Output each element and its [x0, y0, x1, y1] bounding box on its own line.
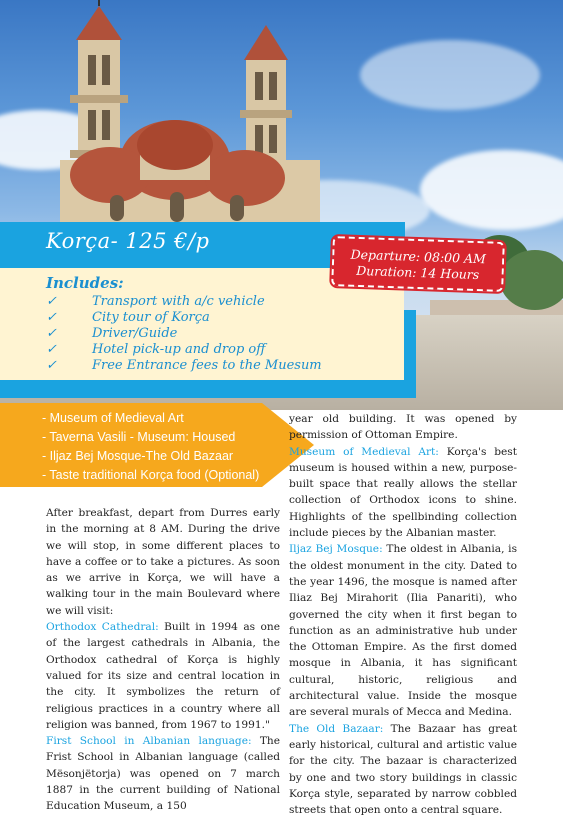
- cathedral-paragraph: Orthodox Cathedral: Built in 1994 as one of the largest cathedrals in Albania, the Orthodox cathedral of Korça is highly valued for its size and central location in the city. It symbolizes the return of religious practices in a country where all religion was banned, from 1967 to 1991.": [46, 621, 280, 731]
- attraction-item: - Museum of Medieval Art: [42, 411, 184, 425]
- school-label: First School in Albanian language:: [46, 735, 252, 748]
- duration: Duration: 14 Hours: [355, 262, 480, 283]
- departure-badge: [331, 236, 505, 292]
- departure-time: Departure: 08:00 AM: [350, 246, 487, 267]
- check-icon: ✓: [46, 310, 57, 325]
- museum-paragraph: Museum of Medieval Art: Korça's best museum is housed within a new, purpose-built space that really allows the stellar collection of Orthodox icons to shine. Highlights of the spellbinding collection include pieces by the Albanian master.: [289, 445, 517, 540]
- attraction-item: - Taste traditional Korça food (Optional): [42, 468, 260, 482]
- body-right-column: [289, 411, 517, 818]
- include-item: ✓ City tour of Korça: [46, 310, 210, 325]
- include-item: ✓ Free Entrance fees to the Muesum: [46, 358, 322, 373]
- tour-title: Korça- 125 €/p: [46, 229, 210, 253]
- school-paragraph-continued: year old building. It was opened by permission of Ottoman Empire.: [289, 413, 517, 442]
- check-icon: ✓: [46, 358, 57, 373]
- include-item: ✓ Hotel pick-up and drop off: [46, 342, 266, 357]
- mosque-label: Iljaz Bej Mosque:: [289, 543, 383, 556]
- panel-accent-bottom: [0, 380, 416, 398]
- check-icon: ✓: [46, 342, 57, 357]
- intro-paragraph: After breakfast, depart from Durres early in the morning at 8 AM. During the drive we will stop, in some different places to have a coffee or to take a pictures. As soon as we arrive in Korça, we will have a walking tour in the main Boulevard where we will visit:: [46, 507, 280, 617]
- attraction-item: - Iljaz Bej Mosque-The Old Bazaar: [42, 449, 234, 463]
- attraction-item: - Taverna Vasili - Museum: Housed: [42, 430, 236, 444]
- bazaar-paragraph: The Old Bazaar: The Bazaar has great early historical, cultural and artistic value for the city. The bazaar is characterized by one and two story buildings in classic Korça style, separated by narrow cobbled streets that open onto a central square.: [289, 722, 517, 817]
- museum-label: Museum of Medieval Art:: [289, 445, 439, 458]
- body-left-column: [46, 505, 280, 815]
- cathedral-label: Orthodox Cathedral:: [46, 621, 159, 634]
- includes-heading: Includes:: [46, 274, 124, 292]
- include-item: ✓ Driver/Guide: [46, 326, 178, 341]
- check-icon: ✓: [46, 294, 57, 309]
- bazaar-label: The Old Bazaar:: [289, 722, 384, 735]
- mosque-paragraph: Iljaz Bej Mosque: The oldest in Albania, is the oldest monument in the city. Dated to the year 1496, the mosque is named after Iliaz Bej Mirahorit (Ilia Panariti), who governed the city when it first began to function as an administrative hub under the Ottoman Empire. As the first domed mosque in Albania, it has significant cultural, historic, religious and architectural value. Inside the mosque are several murals of Mecca and Medina.: [289, 543, 518, 719]
- check-icon: ✓: [46, 326, 57, 341]
- school-paragraph: First School in Albanian language: The Frist School in Albanian language (called Mësonjëtorja) was opened on 7 march 1887 in the current building of National Education Museum, a 150: [46, 735, 281, 813]
- include-item: ✓ Transport with a/c vehicle: [46, 294, 265, 309]
